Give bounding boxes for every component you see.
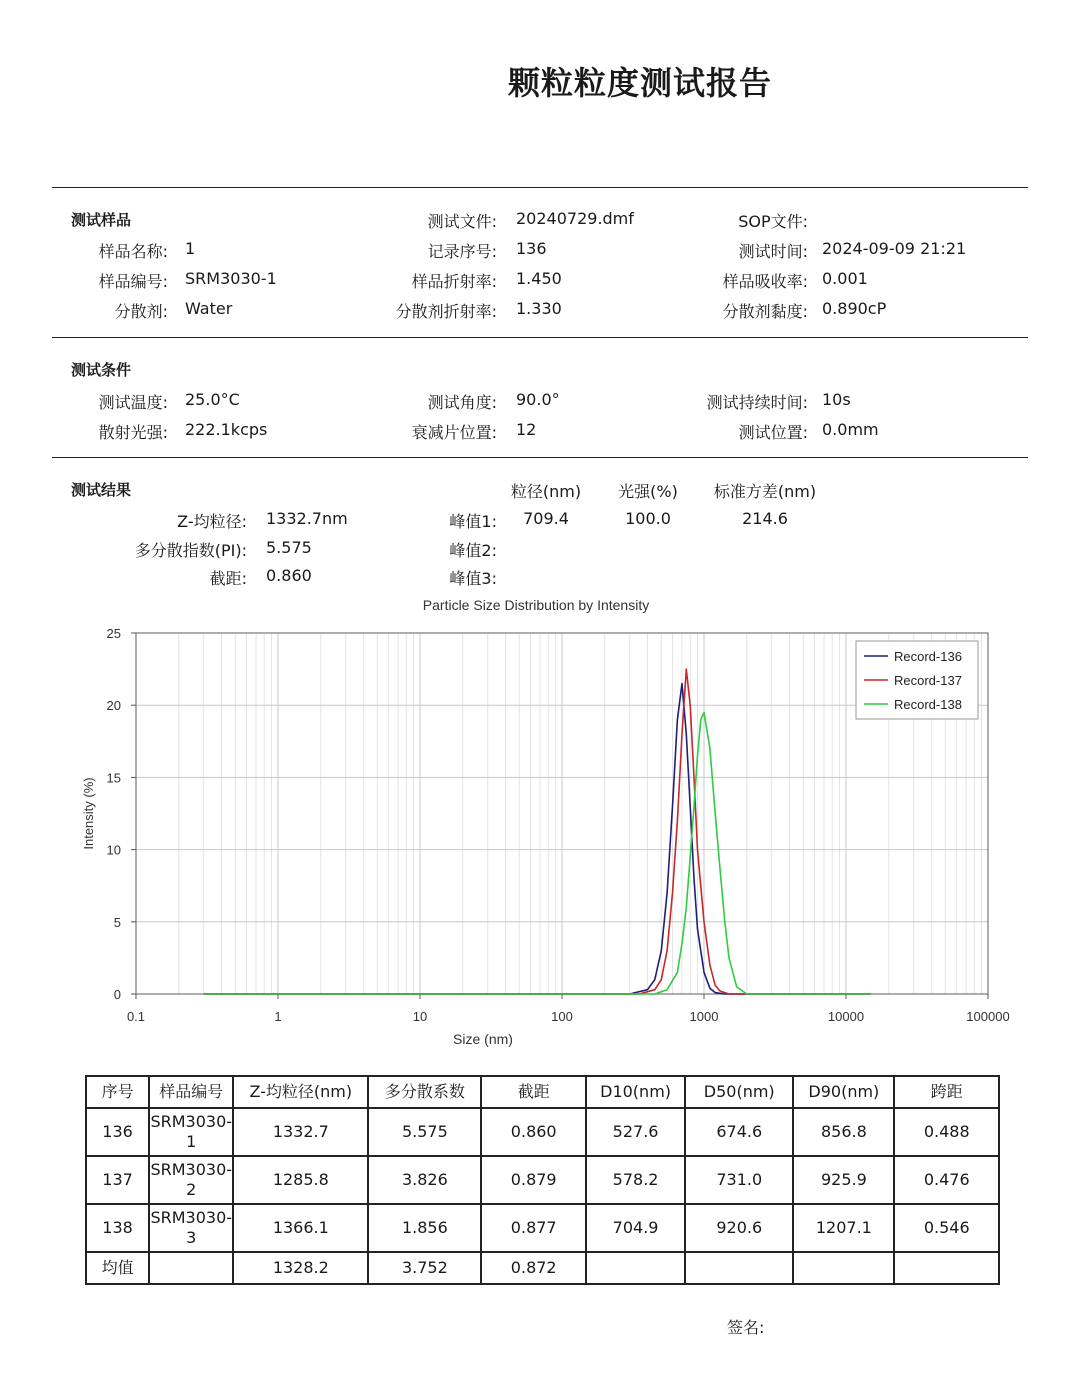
- cell-d50: 920.6: [685, 1204, 793, 1252]
- peak-std-header: 标准方差(nm): [713, 482, 817, 501]
- table-mean-row: [86, 1252, 999, 1284]
- cell-sample-id: SRM3030-2: [149, 1156, 233, 1204]
- cell-d10: 578.2: [586, 1156, 685, 1204]
- scatter-intensity-value: 222.1kcps: [185, 420, 268, 439]
- sample-id-label: 样品编号:: [98, 272, 168, 291]
- col-header-d90: D90(nm): [793, 1076, 894, 1108]
- test-file-value: 20240729.dmf: [516, 209, 634, 228]
- attenuator-position-label: 衰减片位置:: [411, 423, 497, 442]
- series-line-record-136: [204, 684, 871, 995]
- sample-refractive-index-value: 1.450: [516, 269, 562, 288]
- peak-size-header: 粒径(nm): [510, 482, 582, 501]
- sample-refractive-index-label: 样品折射率:: [411, 272, 497, 291]
- x-tick-label: 100: [551, 1009, 573, 1024]
- y-tick-label: 25: [106, 626, 121, 641]
- peak-intensity-header: 光强(%): [618, 482, 678, 501]
- intercept-value: 0.860: [266, 566, 312, 585]
- cell-pdi: 5.575: [368, 1108, 481, 1156]
- test-duration-value: 10s: [822, 390, 851, 409]
- cell-pdi: 3.752: [368, 1252, 481, 1284]
- cell-index: 136: [86, 1108, 149, 1156]
- legend-label: Record-138: [894, 697, 962, 712]
- sample-section-heading: 测试样品: [71, 211, 132, 229]
- cell-index: 均值: [86, 1252, 149, 1284]
- y-tick-label: 15: [106, 770, 121, 786]
- results-section-heading: 测试结果: [71, 481, 132, 499]
- test-time-label: 测试时间:: [738, 242, 808, 261]
- test-temperature-label: 测试温度:: [98, 393, 168, 412]
- peak3-label: 峰值3:: [449, 569, 497, 588]
- results-table: [85, 1075, 1000, 1285]
- x-tick-label: 10: [412, 1009, 428, 1024]
- peak1-intensity: 100.0: [625, 509, 671, 528]
- cell-d50: [685, 1252, 793, 1284]
- signature-label: 签名:: [727, 1318, 765, 1337]
- cell-sample-id: [149, 1252, 233, 1284]
- cell-z-average: 1285.8: [233, 1156, 368, 1204]
- y-tick-label: 0: [113, 987, 121, 1002]
- test-angle-value: 90.0°: [516, 390, 560, 409]
- cell-sample-id: SRM3030-3: [149, 1204, 233, 1252]
- cell-d90: 1207.1: [793, 1204, 894, 1252]
- test-position-label: 测试位置:: [738, 423, 808, 442]
- z-average-value: 1332.7nm: [266, 509, 348, 528]
- col-header-d50: D50(nm): [685, 1076, 793, 1108]
- divider: [52, 187, 1028, 188]
- cell-pdi: 1.856: [368, 1204, 481, 1252]
- y-tick-label: 20: [106, 698, 121, 714]
- z-average-label: Z-均粒径:: [177, 512, 247, 531]
- sample-absorption-label: 样品吸收率:: [722, 272, 808, 291]
- cell-span: 0.488: [894, 1108, 999, 1156]
- conditions-section-heading: 测试条件: [71, 361, 132, 379]
- record-number-value: 136: [516, 239, 547, 258]
- report-title: 颗粒粒度测试报告: [507, 64, 772, 102]
- x-tick-label: 1000: [689, 1009, 719, 1024]
- cell-d10: [586, 1252, 685, 1284]
- test-temperature-value: 25.0°C: [185, 390, 240, 409]
- peak1-size: 709.4: [523, 509, 569, 528]
- col-header-pdi: 多分散系数: [368, 1076, 481, 1108]
- peak1-label: 峰值1:: [449, 512, 497, 531]
- series-line-record-138: [204, 712, 871, 994]
- y-tick-label: 5: [113, 914, 121, 930]
- dispersant-refractive-index-value: 1.330: [516, 299, 562, 318]
- chart-title: Particle Size Distribution by Intensity: [422, 597, 650, 613]
- cell-d90: 856.8: [793, 1108, 894, 1156]
- cell-span: 0.546: [894, 1204, 999, 1252]
- sample-id-value: SRM3030-1: [185, 269, 277, 288]
- cell-span: [894, 1252, 999, 1284]
- peak2-label: 峰值2:: [449, 541, 497, 560]
- dispersant-label: 分散剂:: [114, 302, 168, 321]
- col-header-intercept: 截距: [481, 1076, 585, 1108]
- intercept-label: 截距:: [209, 569, 247, 588]
- dispersant-refractive-index-label: 分散剂折射率:: [395, 302, 497, 321]
- cell-d90: 925.9: [793, 1156, 894, 1204]
- peak1-std: 214.6: [742, 509, 788, 528]
- sample-name-label: 样品名称:: [98, 242, 168, 261]
- cell-d50: 731.0: [685, 1156, 793, 1204]
- col-header-d10: D10(nm): [586, 1076, 685, 1108]
- legend-label: Record-137: [894, 673, 962, 688]
- cell-intercept: 0.877: [481, 1204, 585, 1252]
- x-tick-label: 0.1: [126, 1009, 146, 1024]
- col-header-index: 序号: [86, 1076, 149, 1108]
- cell-intercept: 0.879: [481, 1156, 585, 1204]
- cell-d90: [793, 1252, 894, 1284]
- table-row: [86, 1108, 999, 1156]
- cell-index: 137: [86, 1156, 149, 1204]
- size-distribution-chart: [60, 590, 1020, 1060]
- record-number-label: 记录序号:: [427, 242, 497, 261]
- cell-d10: 527.6: [586, 1108, 685, 1156]
- divider: [52, 337, 1028, 338]
- table-row: [86, 1156, 999, 1204]
- test-angle-label: 测试角度:: [427, 393, 497, 412]
- col-header-span: 跨距: [894, 1076, 999, 1108]
- scatter-intensity-label: 散射光强:: [98, 423, 168, 442]
- cell-intercept: 0.872: [481, 1252, 585, 1284]
- cell-z-average: 1366.1: [233, 1204, 368, 1252]
- cell-index: 138: [86, 1204, 149, 1252]
- dispersant-viscosity-label: 分散剂黏度:: [722, 302, 808, 321]
- divider: [52, 457, 1028, 458]
- cell-z-average: 1332.7: [233, 1108, 368, 1156]
- sample-absorption-value: 0.001: [822, 269, 868, 288]
- dispersant-viscosity-value: 0.890cP: [822, 299, 887, 318]
- cell-d10: 704.9: [586, 1204, 685, 1252]
- table-row: [86, 1204, 999, 1252]
- y-tick-label: 10: [106, 842, 121, 858]
- x-tick-label: 10000: [827, 1009, 865, 1024]
- test-file-label: 测试文件:: [427, 212, 497, 231]
- legend-label: Record-136: [894, 649, 962, 664]
- col-header-sample-id: 样品编号: [149, 1076, 233, 1108]
- series-line-record-137: [204, 669, 871, 994]
- sample-name-value: 1: [185, 239, 196, 258]
- test-time-value: 2024-09-09 21:21: [822, 239, 967, 258]
- attenuator-position-value: 12: [516, 420, 537, 439]
- cell-span: 0.476: [894, 1156, 999, 1204]
- col-header-z-average: Z-均粒径(nm): [233, 1076, 368, 1108]
- cell-sample-id: SRM3030-1: [149, 1108, 233, 1156]
- test-duration-label: 测试持续时间:: [706, 393, 808, 412]
- cell-z-average: 1328.2: [233, 1252, 368, 1284]
- cell-d50: 674.6: [685, 1108, 793, 1156]
- pdi-label: 多分散指数(PI):: [134, 541, 247, 560]
- table-header-row: [86, 1076, 999, 1108]
- dispersant-value: Water: [185, 299, 233, 318]
- test-position-value: 0.0mm: [822, 420, 879, 439]
- x-tick-label: 100000: [966, 1009, 1010, 1024]
- cell-intercept: 0.860: [481, 1108, 585, 1156]
- pdi-value: 5.575: [266, 538, 312, 557]
- sop-file-label: SOP文件:: [738, 212, 808, 231]
- x-axis-label: Size (nm): [453, 1031, 513, 1047]
- x-tick-label: 1: [274, 1009, 282, 1024]
- y-axis-label: Intensity (%): [81, 777, 96, 850]
- cell-pdi: 3.826: [368, 1156, 481, 1204]
